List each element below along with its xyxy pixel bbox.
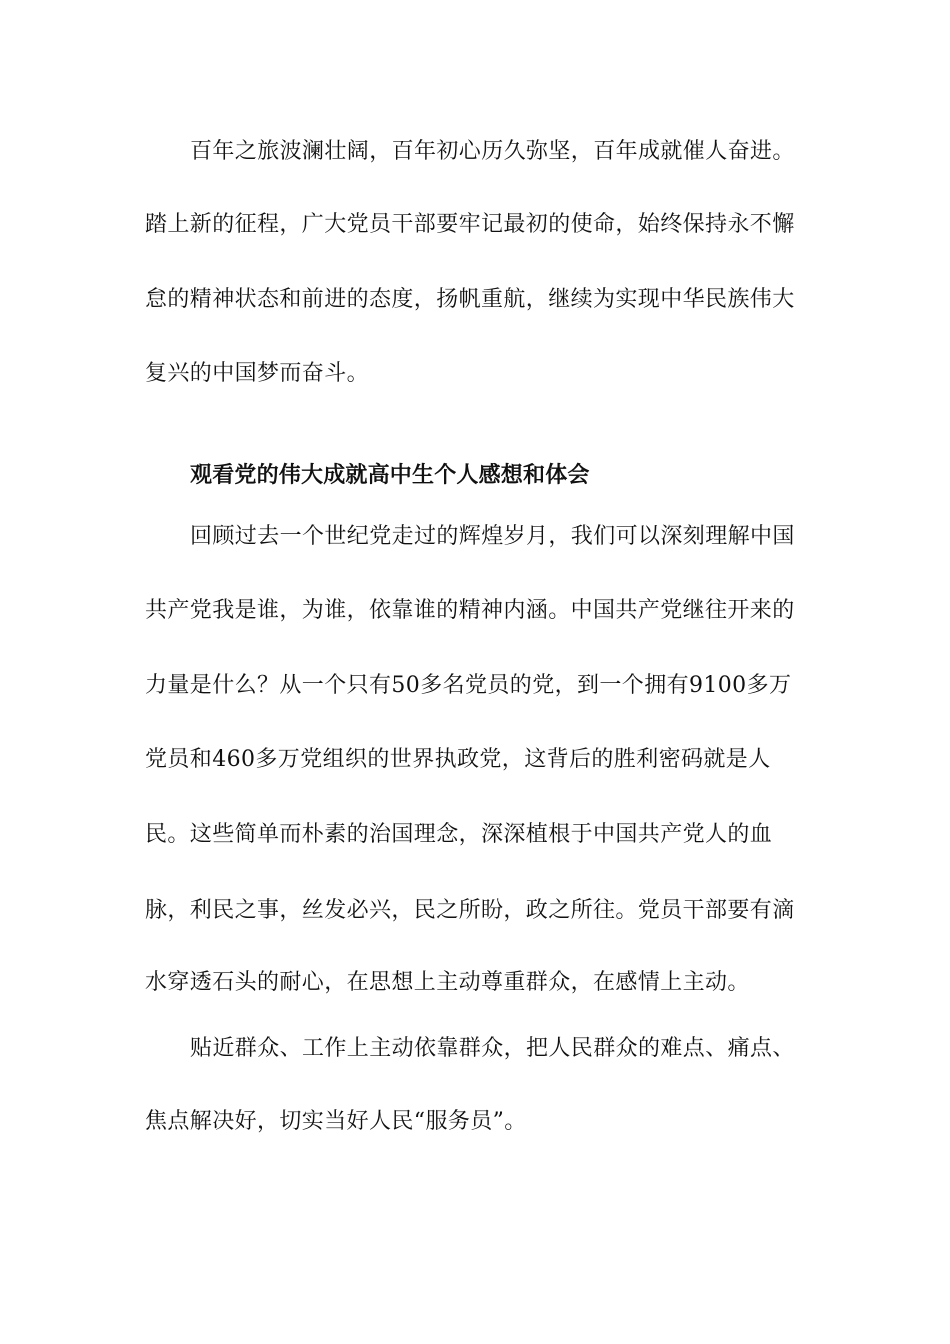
paragraph-2-line-3: 力量是什么？从一个只有50多名党员的党，到一个拥有9100多万 [145,673,792,698]
paragraph-2-line-1: 回顾过去一个世纪党走过的辉煌岁月，我们可以深刻理解中国 [190,524,795,549]
paragraph-3-line-1: 贴近群众、工作上主动依靠群众，把人民群众的难点、痛点、 [190,1036,795,1061]
paragraph-2-line-4: 党员和460多万党组织的世界执政党，这背后的胜利密码就是人 [145,747,771,772]
paragraph-2-line-2: 共产党我是谁，为谁，依靠谁的精神内涵。中国共产党继往开来的 [145,598,795,623]
section-heading: 观看党的伟大成就高中生个人感想和体会 [190,462,590,488]
paragraph-1-line-2: 踏上新的征程，广大党员干部要牢记最初的使命，始终保持永不懈 [145,212,795,237]
paragraph-2-line-6: 脉，利民之事，丝发必兴，民之所盼，政之所往。党员干部要有滴 [145,898,795,923]
paragraph-1-line-1: 百年之旅波澜壮阔，百年初心历久弥坚，百年成就催人奋进。 [190,139,795,164]
paragraph-3-line-2: 焦点解决好，切实当好人民“服务员”。 [145,1109,527,1134]
paragraph-2-line-7: 水穿透石头的耐心，在思想上主动尊重群众，在感情上主动。 [145,970,750,995]
paragraph-2-line-5: 民。这些简单而朴素的治国理念，深深植根于中国共产党人的血 [145,822,773,847]
paragraph-1-line-4: 复兴的中国梦而奋斗。 [145,361,370,386]
paragraph-1-line-3: 怠的精神状态和前进的态度，扬帆重航，继续为实现中华民族伟大 [145,287,795,312]
